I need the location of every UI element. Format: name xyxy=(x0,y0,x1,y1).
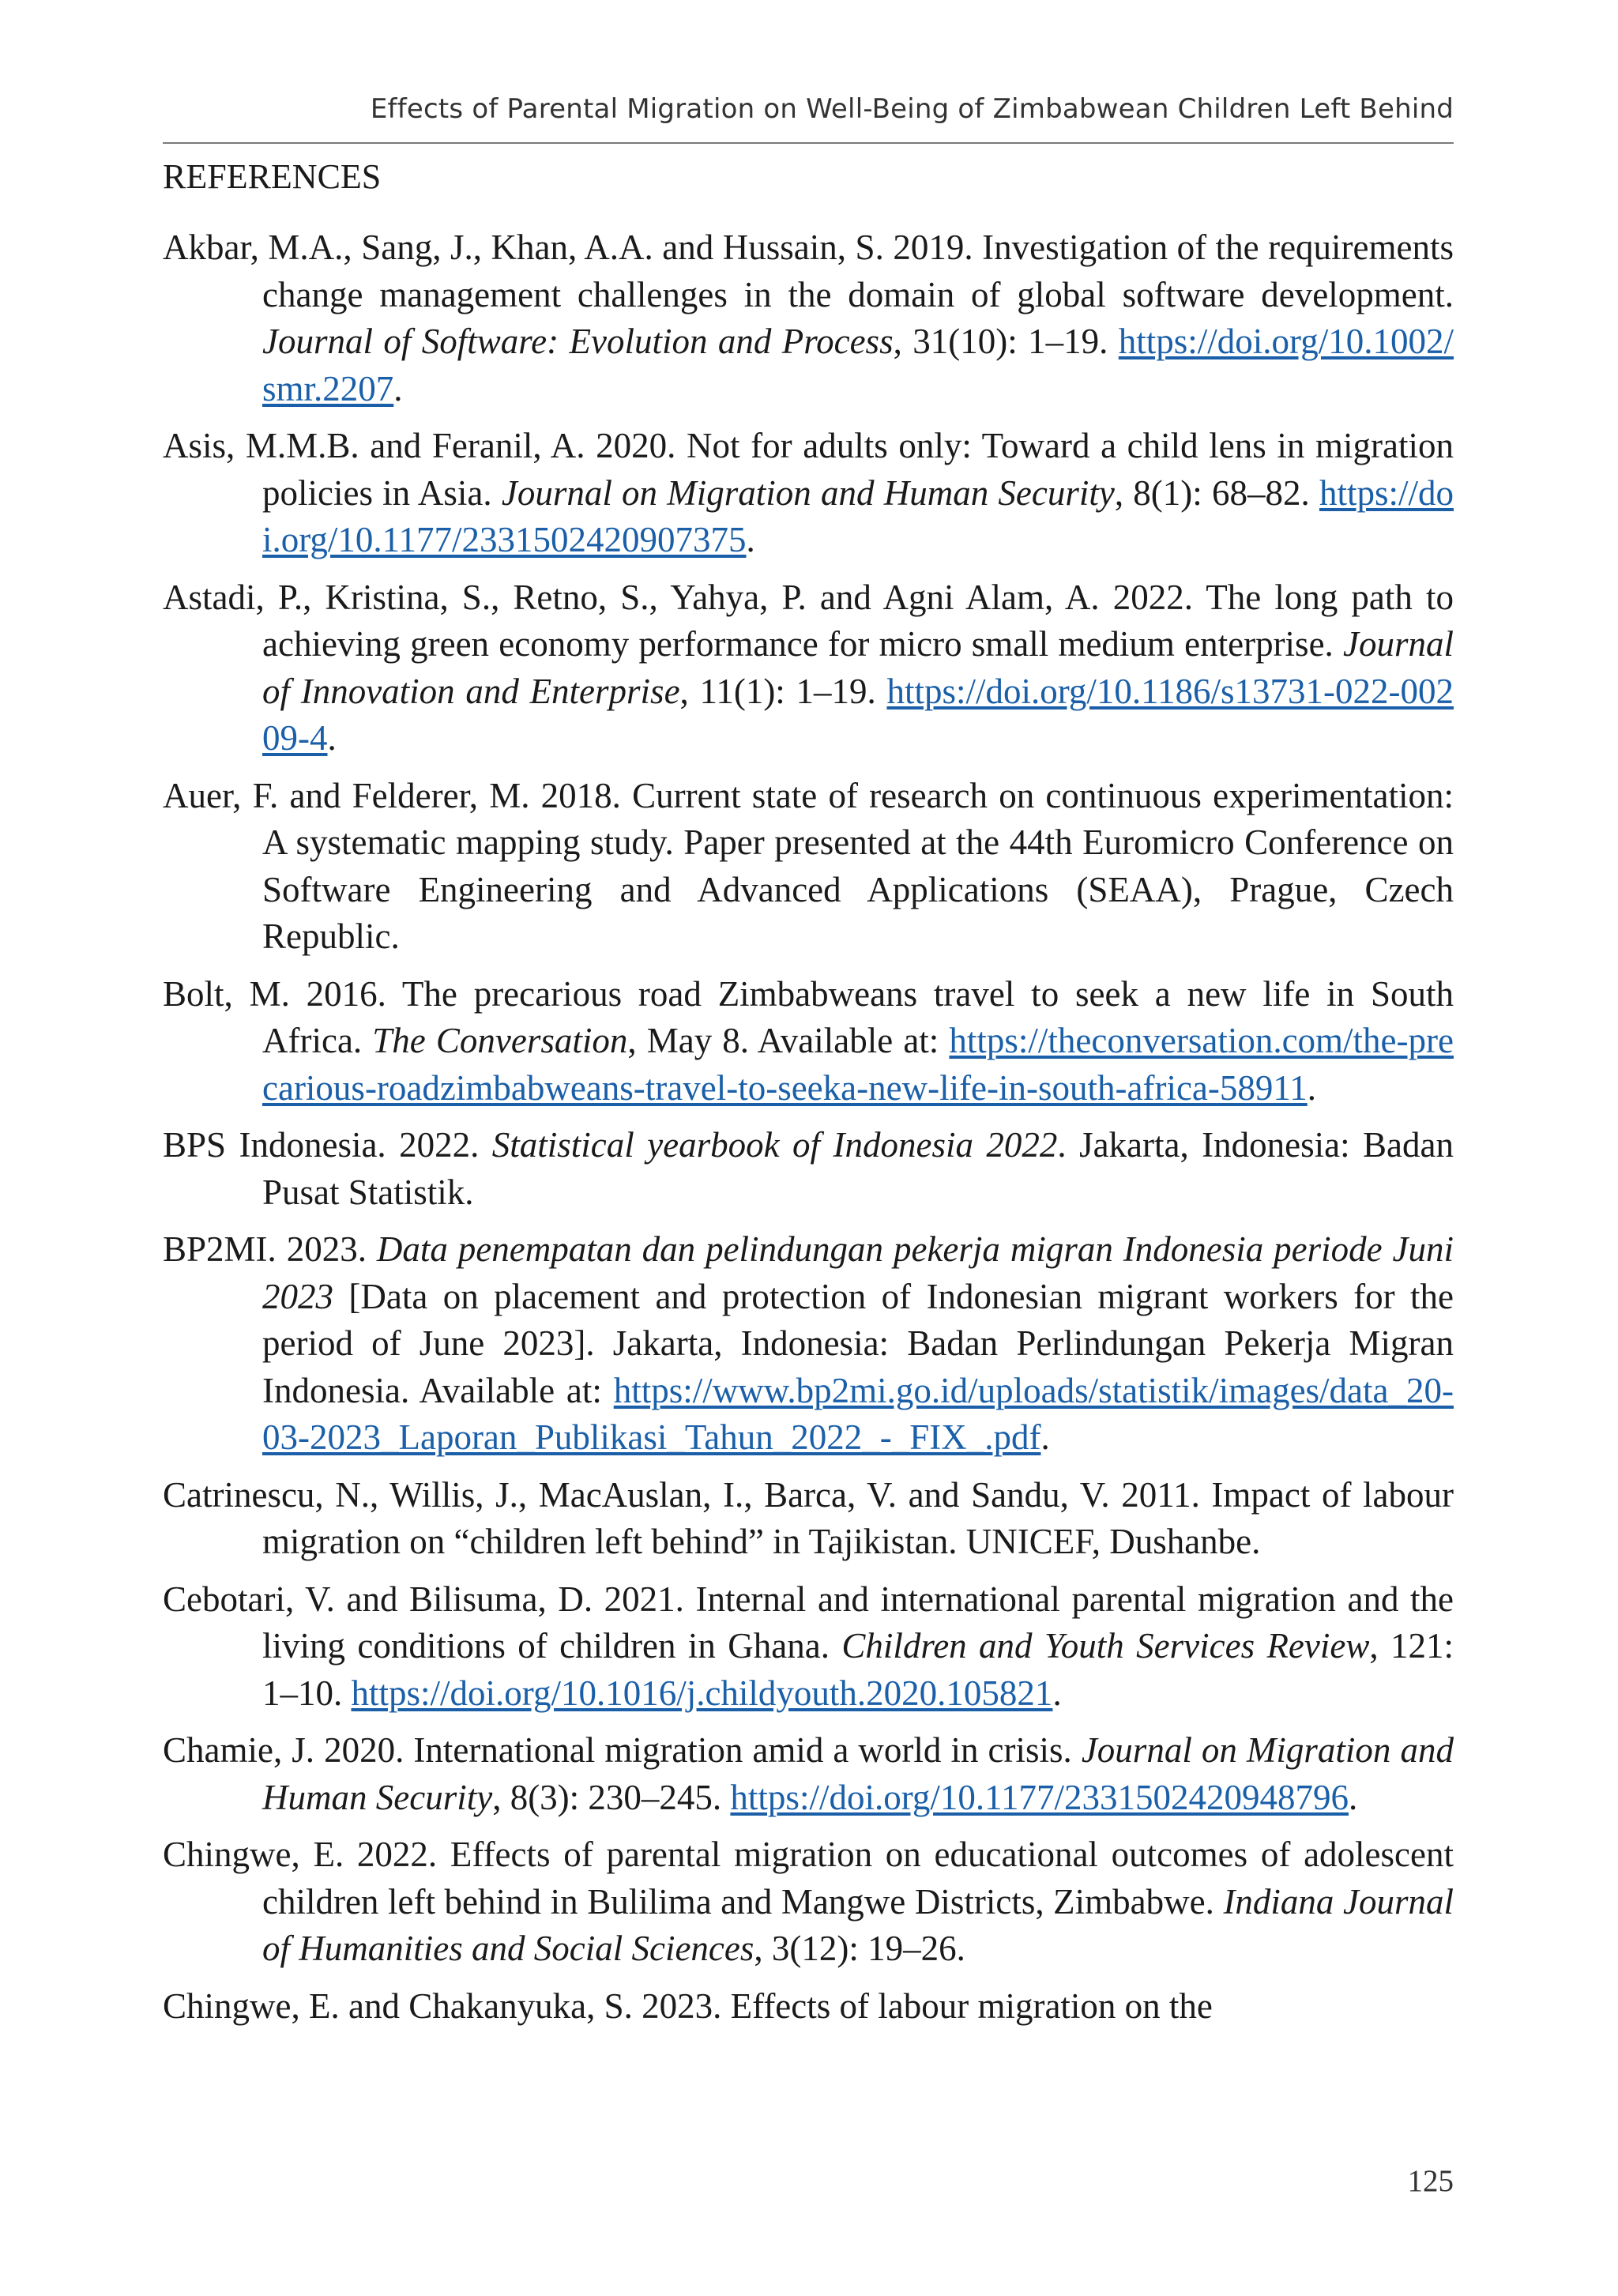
reference-source: Children and Youth Services Review xyxy=(841,1626,1370,1666)
reference-end: . xyxy=(1052,1673,1062,1713)
reference-entry xyxy=(163,971,1454,1112)
reference-link[interactable]: https://doi.org/10.1016/j.childyouth.2020.105821 xyxy=(351,1673,1053,1713)
reference-text: Catrinescu, N., Willis, J., MacAuslan, I., Barca, V. and Sandu, V. 2011. Impact of labour migration on “children left behind” in Tajikistan. UNICEF, Dushanbe. xyxy=(163,1474,1454,1561)
reference-details: [Data on placement and protection of Indonesian migrant workers for the period of June 2023]. Jakarta, Indonesia: Badan Perlindungan Pekerja Migran Indonesia. Available at: xyxy=(262,1276,1454,1410)
running-head: Effects of Parental Migration on Well-Being of Zimbabwean Children Left Behind xyxy=(370,93,1454,125)
reference-link[interactable]: https://doi.org/10.1002/smr.2207 xyxy=(262,322,1454,408)
page-number: 125 xyxy=(1407,2164,1454,2198)
header-rule xyxy=(163,142,1454,144)
reference-end: . xyxy=(1348,1777,1358,1817)
reference-details: , 31(10): 1–19. xyxy=(893,322,1119,361)
reference-text: BP2MI. 2023. xyxy=(163,1229,377,1269)
reference-text: Bolt, M. 2016. The precarious road Zimbabweans travel to seek a new life in South Africa. xyxy=(163,973,1454,1060)
reference-source: Data penempatan dan pelindungan pekerja migran Indonesia periode Juni 2023 xyxy=(262,1229,1454,1316)
reference-text: Cebotari, V. and Bilisuma, D. 2021. Internal and international parental migration and the living conditions of children in Ghana. xyxy=(163,1579,1454,1666)
reference-source: Indiana Journal of Humanities and Social Sciences xyxy=(262,1881,1454,1968)
section-title: REFERENCES xyxy=(163,157,382,196)
reference-link[interactable]: https://doi.org/10.1177/2331502420948796 xyxy=(730,1777,1349,1817)
reference-link[interactable]: https://doi.org/10.1177/2331502420907375 xyxy=(262,472,1454,559)
reference-end: . xyxy=(746,520,755,559)
reference-entry xyxy=(163,1831,1454,1973)
reference-link[interactable]: https://doi.org/10.1186/s13731-022-00209-4 xyxy=(262,671,1454,758)
reference-details: , 11(1): 1–19. xyxy=(679,671,887,711)
reference-end: . xyxy=(1307,1067,1316,1108)
reference-entry xyxy=(163,1226,1454,1462)
reference-end: . xyxy=(393,368,403,408)
reference-text: Akbar, M.A., Sang, J., Khan, A.A. and Hussain, S. 2019. Investigation of the requirements change management challenges in the domain of global software development. xyxy=(163,228,1454,314)
reference-text: Astadi, P., Kristina, S., Retno, S., Yahya, P. and Agni Alam, A. 2022. The long path to achieving green economy performance for micro small medium enterprise. xyxy=(163,577,1454,664)
reference-entry xyxy=(163,773,1454,961)
reference-details: , 121: 1–10. xyxy=(262,1626,1454,1713)
reference-details: . Jakarta, Indonesia: Badan Pusat Statistik. xyxy=(262,1125,1454,1212)
reference-entry xyxy=(163,1122,1454,1216)
reference-details: , 8(3): 230–245. xyxy=(492,1777,731,1817)
reference-source: Journal of Software: Evolution and Process xyxy=(262,322,894,361)
reference-details: , 3(12): 19–26. xyxy=(754,1929,965,1968)
reference-entry xyxy=(163,1983,1454,2031)
reference-entry xyxy=(163,224,1454,412)
reference-text: Asis, M.M.B. and Feranil, A. 2020. Not for adults only: Toward a child lens in migration policies in Asia. xyxy=(163,426,1454,513)
reference-end: . xyxy=(327,718,337,758)
reference-text: Chingwe, E. 2022. Effects of parental migration on educational outcomes of adolescent children left behind in Bulilima and Mangwe Districts, Zimbabwe. xyxy=(163,1835,1454,1921)
reference-details: , 8(1): 68–82. xyxy=(1114,472,1319,513)
reference-source: Journal of Innovation and Enterprise xyxy=(262,624,1454,711)
reference-entry xyxy=(163,1472,1454,1566)
reference-text: BPS Indonesia. 2022. xyxy=(163,1125,492,1165)
reference-source: Statistical yearbook of Indonesia 2022 xyxy=(491,1125,1058,1165)
reference-entry xyxy=(163,574,1454,762)
reference-text: Chingwe, E. and Chakanyuka, S. 2023. Effects of labour migration on the xyxy=(163,1985,1213,2026)
reference-link[interactable]: https://www.bp2mi.go.id/uploads/statistik/images/data_20-03-2023_Laporan_Publikasi_Tahun_2022_-_FIX_.pdf xyxy=(262,1370,1454,1457)
reference-text: Chamie, J. 2020. International migration amid a world in crisis. xyxy=(163,1730,1082,1770)
reference-end: . xyxy=(1040,1417,1050,1457)
reference-entry xyxy=(163,1576,1454,1718)
reference-entry xyxy=(163,1727,1454,1821)
reference-source: The Conversation xyxy=(372,1021,628,1060)
reference-link[interactable]: https://theconversation.com/the-precarious-roadzimbabweans-travel-to-seeka-new-life-in-south-africa-58911 xyxy=(262,1021,1454,1108)
reference-source: Journal on Migration and Human Security xyxy=(262,1730,1454,1817)
reference-entry xyxy=(163,423,1454,564)
reference-source: Journal on Migration and Human Security xyxy=(501,472,1115,513)
reference-details: , May 8. Available at: xyxy=(627,1021,950,1060)
reference-text: Auer, F. and Felderer, M. 2018. Current state of research on continuous experimentation: A systematic mapping study. Paper presented at the 44th Euromicro Conference on Software Engineering and Advanced Applications (SEAA), Prague, Czech Republic. xyxy=(163,775,1454,956)
reference-list xyxy=(163,224,1454,2040)
